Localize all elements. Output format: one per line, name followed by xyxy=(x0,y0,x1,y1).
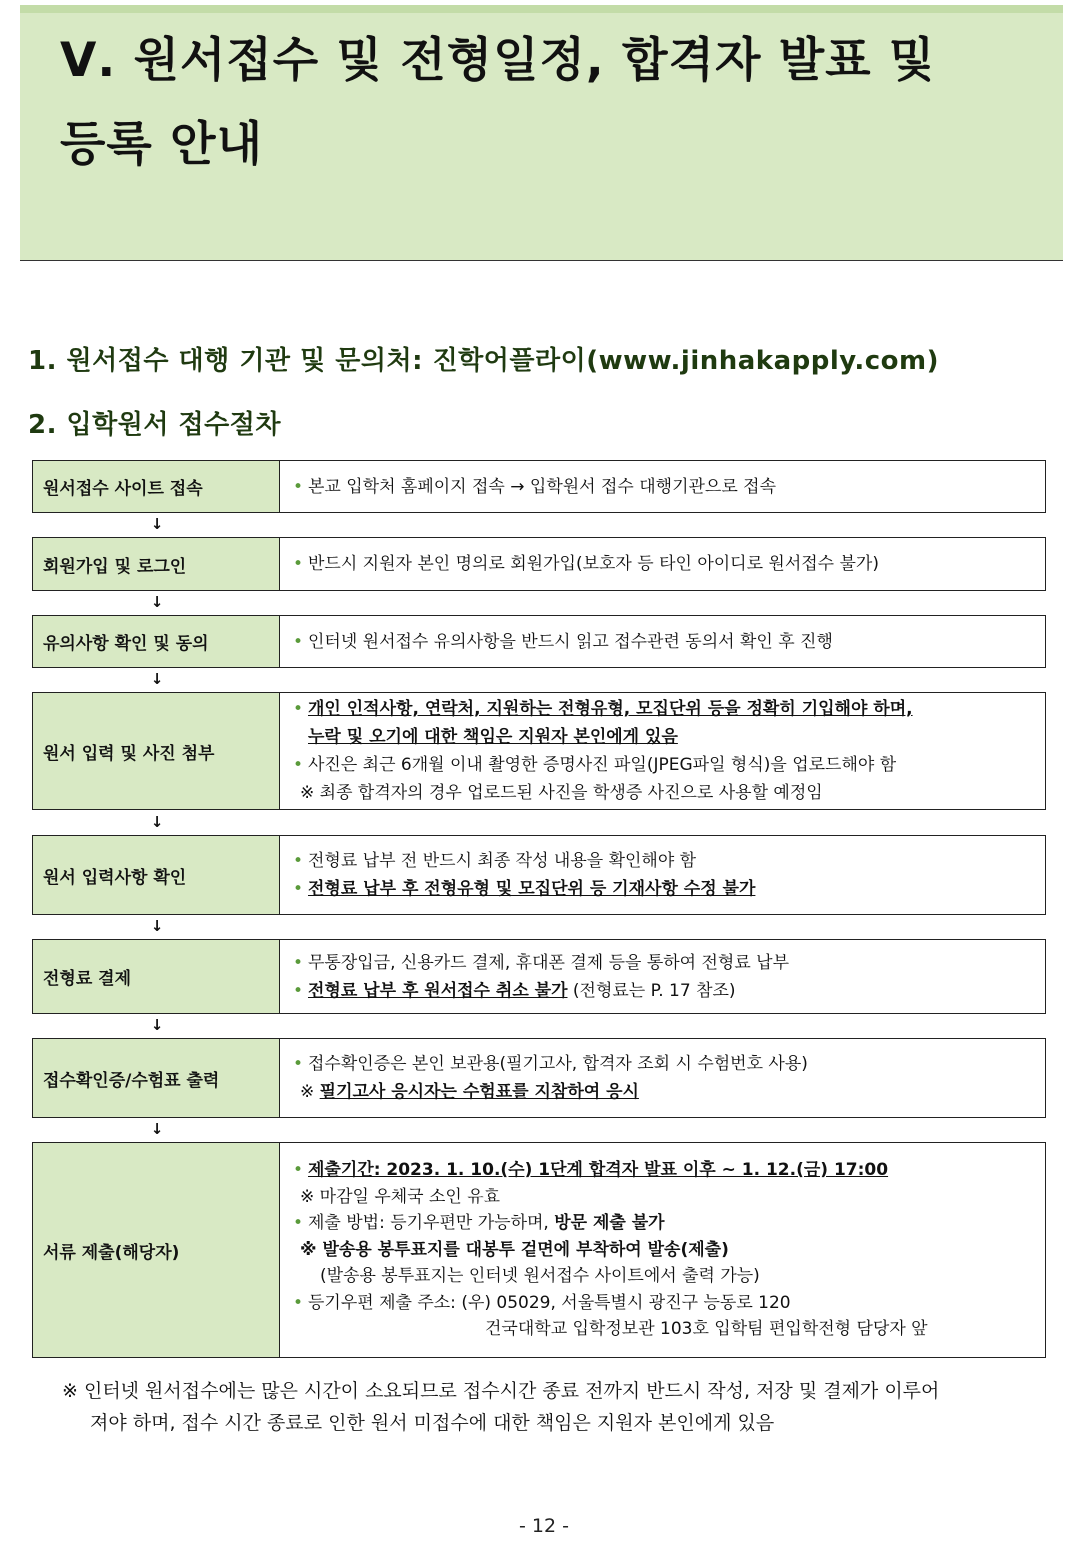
step-note: ※ 마감일 우체국 소인 유효 xyxy=(300,1186,501,1207)
step-content xyxy=(280,1039,1045,1117)
bullet-icon: • xyxy=(292,1160,304,1181)
bullet-icon: • xyxy=(292,879,304,899)
step-row-payment xyxy=(32,939,1046,1014)
bullet-icon: • xyxy=(292,476,304,497)
step-text: 건국대학교 입학정보관 103호 입학팀 편입학전형 담당자 앞 xyxy=(485,1319,928,1340)
step-note-emphasis: ※ 발송용 봉투표지를 대봉투 겉면에 부착하여 발송(제출) xyxy=(300,1239,729,1260)
step-label: 원서 입력사항 확인 xyxy=(33,836,280,914)
step-text: (전형료는 P. 17 참조) xyxy=(567,980,736,1001)
bullet-icon: • xyxy=(292,699,304,719)
step-note: (발송용 봉투표지는 인터넷 원서접수 사이트에서 출력 가능) xyxy=(320,1266,760,1287)
chapter-title-line1: Ⅴ. 원서접수 및 전형일정, 합격자 발표 및 xyxy=(60,33,936,88)
step-text-emphasis: 필기고사 응시자는 수험표를 지참하여 응시 xyxy=(319,1082,639,1102)
step-content xyxy=(280,940,1045,1013)
chapter-title-line2: 등록 안내 xyxy=(60,117,263,172)
bullet-icon: • xyxy=(292,980,304,1001)
step-text: 인터넷 원서접수 유의사항을 반드시 읽고 접수관련 동의서 확인 후 진행 xyxy=(308,631,833,652)
section-heading-contact: 1. 원서접수 대행 기관 및 문의처: 진학어플라이(www.jinhakapply.com) xyxy=(28,346,939,376)
step-content xyxy=(280,461,1045,512)
step-row-input-photo xyxy=(32,692,1046,810)
arrow-down-icon: ↓ xyxy=(150,1016,164,1034)
step-text-emphasis: 누락 및 오기에 대한 책임은 지원자 본인에게 있음 xyxy=(308,727,678,747)
section-heading-procedure: 2. 입학원서 접수절차 xyxy=(28,410,281,440)
banner-accent-line xyxy=(20,5,1063,13)
step-text: 반드시 지원자 본인 명의로 회원가입(보호자 등 타인 아이디로 원서접수 불가) xyxy=(308,554,879,574)
step-label: 전형료 결제 xyxy=(33,940,280,1013)
chapter-title xyxy=(60,19,1020,187)
step-label: 원서 입력 및 사진 첨부 xyxy=(33,693,280,809)
step-note-mark: ※ xyxy=(300,1082,320,1102)
step-label: 원서접수 사이트 접속 xyxy=(33,461,280,512)
footnote-line1: ※ 인터넷 원서접수에는 많은 시간이 소요되므로 접수시간 종료 전까지 반드시 작성, 저장 및 결제가 이루어 xyxy=(62,1380,940,1402)
step-text-emphasis: 제출기간: 2023. 1. 10.(수) 1단계 합격자 발표 이후 ~ 1. 12.(금) 17:00 xyxy=(308,1160,889,1181)
bullet-icon: • xyxy=(292,851,304,871)
step-note: ※ 최종 합격자의 경우 업로드된 사진을 학생증 사진으로 사용할 예정임 xyxy=(300,783,823,803)
bullet-icon: • xyxy=(292,631,304,652)
bullet-icon: • xyxy=(292,952,304,973)
bullet-icon: • xyxy=(292,1054,304,1074)
step-label: 유의사항 확인 및 동의 xyxy=(33,616,280,667)
bullet-icon: • xyxy=(292,1213,304,1234)
step-text: 사진은 최근 6개월 이내 촬영한 증명사진 파일(JPEG파일 형식)을 업로드해야 함 xyxy=(308,755,897,775)
step-row-print-ticket xyxy=(32,1038,1046,1118)
step-text-emphasis: 전형료 납부 후 원서접수 취소 불가 xyxy=(308,980,568,1001)
arrow-down-icon: ↓ xyxy=(150,917,164,935)
bullet-icon: • xyxy=(292,554,304,574)
arrow-down-icon: ↓ xyxy=(150,515,164,533)
step-label: 서류 제출(해당자) xyxy=(33,1143,280,1357)
step-label: 접수확인증/수험표 출력 xyxy=(33,1039,280,1117)
footnote-line2: 져야 하며, 접수 시간 종료로 인한 원서 미접수에 대한 책임은 지원자 본인에게 있음 xyxy=(90,1412,775,1434)
step-label: 회원가입 및 로그인 xyxy=(33,538,280,590)
step-row-signup-login xyxy=(32,537,1046,591)
arrow-down-icon: ↓ xyxy=(150,593,164,611)
step-row-notice-agree xyxy=(32,615,1046,668)
step-row-site-access xyxy=(32,460,1046,513)
footnote xyxy=(62,1375,1057,1439)
arrow-down-icon: ↓ xyxy=(150,813,164,831)
step-text: 제출 방법: 등기우편만 가능하며, xyxy=(308,1213,555,1234)
step-text: 전형료 납부 전 반드시 최종 작성 내용을 확인해야 함 xyxy=(308,851,697,871)
arrow-down-icon: ↓ xyxy=(150,670,164,688)
step-content xyxy=(280,836,1045,914)
step-text: 등기우편 제출 주소: (우) 05029, 서울특별시 광진구 능동로 120 xyxy=(308,1292,791,1313)
chapter-banner xyxy=(20,5,1063,261)
step-text-emphasis: 개인 인적사항, 연락처, 지원하는 전형유형, 모집단위 등을 정확히 기입해야 하며, xyxy=(308,699,913,719)
step-text: 무통장입금, 신용카드 결제, 휴대폰 결제 등을 통하여 전형료 납부 xyxy=(308,952,790,973)
step-text-emphasis: 전형료 납부 후 전형유형 및 모집단위 등 기재사항 수정 불가 xyxy=(308,879,756,899)
bullet-icon: • xyxy=(292,1292,304,1313)
step-content xyxy=(280,538,1045,590)
step-content xyxy=(280,693,1045,809)
arrow-down-icon: ↓ xyxy=(150,1120,164,1138)
step-text: 본교 입학처 홈페이지 접속 → 입학원서 접수 대행기관으로 접속 xyxy=(308,476,777,497)
page-number: - 12 - xyxy=(519,1515,569,1537)
step-row-input-check xyxy=(32,835,1046,915)
step-row-document-submission xyxy=(32,1142,1046,1358)
step-content xyxy=(280,616,1045,667)
step-content xyxy=(280,1143,1045,1357)
bullet-icon: • xyxy=(292,755,304,775)
step-text: 접수확인증은 본인 보관용(필기고사, 합격자 조회 시 수험번호 사용) xyxy=(308,1054,808,1074)
step-text-emphasis: 방문 제출 불가 xyxy=(554,1213,665,1234)
